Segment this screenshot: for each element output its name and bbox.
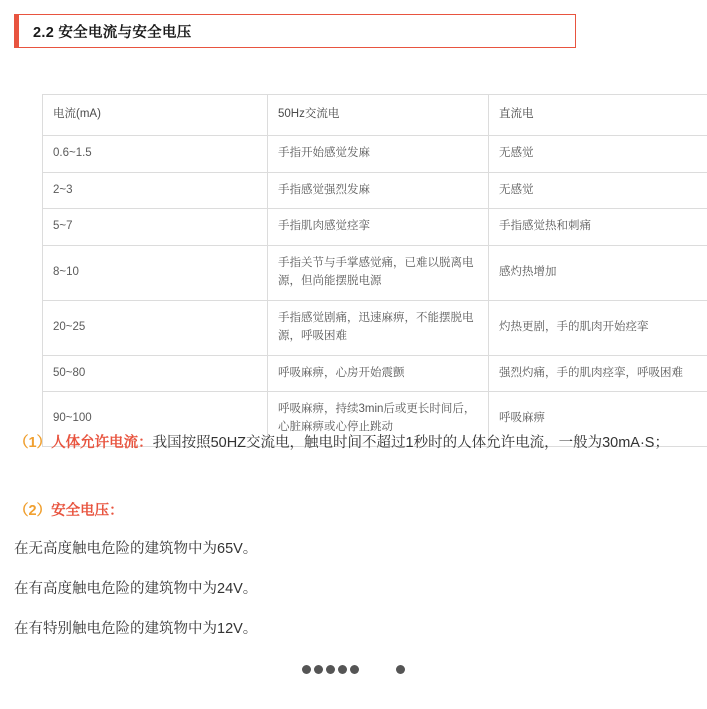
table-row — [43, 246, 707, 301]
table-header-row — [43, 95, 707, 136]
dot-indicator — [350, 665, 359, 674]
dot-indicator-separate — [396, 665, 405, 674]
table-header-cell: 电流(mA) — [43, 95, 268, 136]
table-cell-ac: 呼吸麻痹，心房开始震颤 — [268, 355, 489, 392]
page-title: 2.2 安全电流与安全电压 — [33, 24, 192, 41]
table-cell-dc: 手指感觉热和刺痛 — [489, 209, 707, 246]
term-safe-voltage: 安全电压： — [51, 503, 124, 519]
table-cell-dc: 感灼热增加 — [489, 246, 707, 301]
paragraph-allowed-current — [14, 432, 694, 456]
table-cell-current: 50~80 — [43, 355, 268, 392]
table-header-cell: 50Hz交流电 — [268, 95, 489, 136]
table-row — [43, 209, 707, 246]
dot-indicator — [314, 665, 323, 674]
table-cell-current: 8~10 — [43, 246, 268, 301]
dot-spacer — [362, 669, 396, 670]
paragraph-12v: 在有特别触电危险的建筑物中为12V。 — [14, 621, 258, 637]
table-cell-ac: 呼吸麻痹，持续3min后或更长时间后，心脏麻痹或心停止跳动 — [268, 392, 489, 447]
paragraph-24v: 在有高度触电危险的建筑物中为24V。 — [14, 581, 258, 597]
table-row — [43, 300, 707, 355]
table-cell-current: 2~3 — [43, 172, 268, 209]
table-row — [43, 135, 707, 172]
current-effects-table-wrapper — [42, 94, 683, 447]
table-row — [43, 172, 707, 209]
table-cell-ac: 手指感觉强烈发麻 — [268, 172, 489, 209]
footer-dots — [0, 665, 707, 674]
table-cell-dc: 灼热更剧，手的肌肉开始痉挛 — [489, 300, 707, 355]
table-cell-current: 5~7 — [43, 209, 268, 246]
table-cell-current: 90~100 — [43, 392, 268, 447]
term-allowed-current: 人体允许电流： — [51, 435, 153, 451]
paragraph-text: 我国按照50HZ交流电，触电时间不超过1秒时的人体允许电流，一般为30mA·S； — [152, 435, 669, 451]
table-cell-current: 0.6~1.5 — [43, 135, 268, 172]
table-row — [43, 355, 707, 392]
paragraph-65v: 在无高度触电危险的建筑物中为65V。 — [14, 541, 258, 557]
list-number: （1） — [14, 435, 52, 451]
table-cell-ac: 手指肌肉感觉痉挛 — [268, 209, 489, 246]
dot-indicator — [326, 665, 335, 674]
table-cell-dc: 强烈灼痛，手的肌肉痉挛，呼吸困难 — [489, 355, 707, 392]
list-number: （2） — [14, 503, 52, 519]
table-cell-dc: 无感觉 — [489, 172, 707, 209]
current-effects-table — [42, 94, 707, 447]
table-cell-current: 20~25 — [43, 300, 268, 355]
table-cell-ac: 手指开始感觉发麻 — [268, 135, 489, 172]
table-header-cell: 直流电 — [489, 95, 707, 136]
paragraph-safe-voltage — [14, 500, 694, 524]
table-cell-ac: 手指感觉剧痛，迅速麻痹，不能摆脱电源，呼吸困难 — [268, 300, 489, 355]
table-cell-dc: 无感觉 — [489, 135, 707, 172]
table-body — [43, 95, 707, 447]
dot-indicator — [338, 665, 347, 674]
table-cell-ac: 手指关节与手掌感觉痛，已难以脱离电源，但尚能摆脱电源 — [268, 246, 489, 301]
section-heading — [14, 14, 576, 48]
dot-indicator — [302, 665, 311, 674]
table-cell-dc: 呼吸麻痹 — [489, 392, 707, 447]
